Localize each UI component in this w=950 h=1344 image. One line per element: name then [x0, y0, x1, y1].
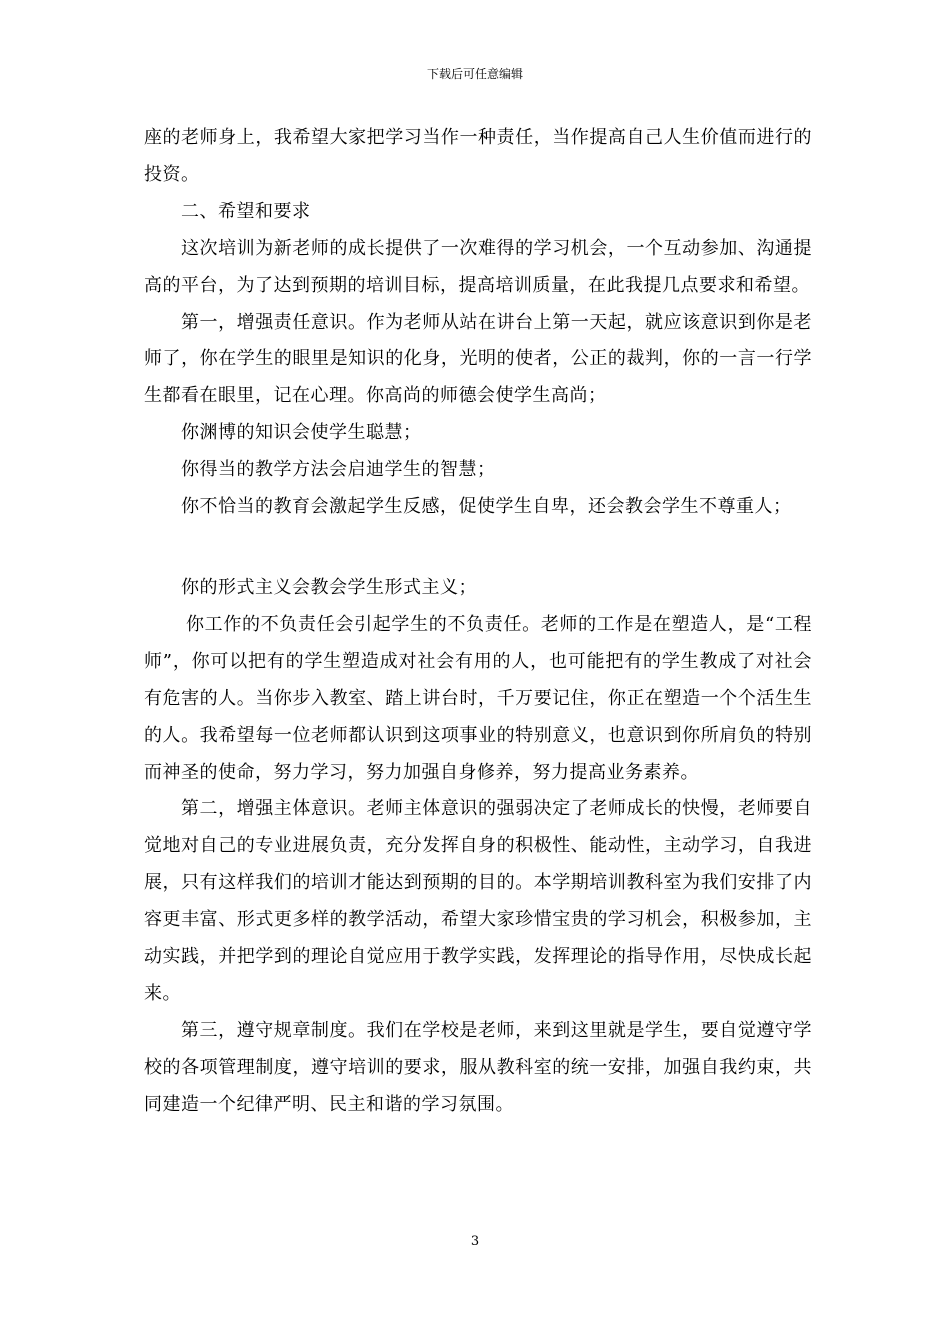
blank-line	[144, 526, 812, 570]
paragraph-third-point: 第三，遵守规章制度。我们在学校是老师，来到这里就是学生，要自觉遵守学校的各项管理制度，遵守培训的要求，服从教科室的统一安排，加强自我约束，共同建造一个纪律严明、民主和谐的学习氛围。	[144, 1019, 812, 1115]
paragraph-line: 你得当的教学方法会启迪学生的智慧；	[181, 459, 496, 481]
paragraph-line: 你渊博的知识会使学生聪慧；	[181, 422, 422, 444]
paragraph-first-point: 第一，增强责任意识。作为老师从站在讲台上第一天起，就应该意识到你是老师了，你在学生的眼里是知识的化身，光明的使者，公正的裁判，你的一言一行学生都看在眼里，记在心理。你高尚的师德会使学生高尚；	[144, 311, 812, 407]
paragraph-intro: 这次培训为新老师的成长提供了一次难得的学习机会，一个互动参加、沟通提高的平台，为了达到预期的培训目标，提高培训质量，在此我提几点要求和希望。	[144, 237, 812, 296]
page-number: 3	[470, 1234, 480, 1249]
paragraph-continuation: 座的老师身上，我希望大家把学习当作一种责任，当作提高自己人生价值而进行的投资。	[144, 127, 812, 185]
paragraph-responsibility: 你工作的不负责任会引起学生的不负责任。老师的工作是在塑造人，是“工程师”，你可以把有的学生塑造成对社会有用的人，也可能把有的学生教成了对社会有危害的人。当你步入教室、踏上讲台时，千万要记住，你正在塑造一个个活生生的人。我希望每一位老师都认识到这项事业的特别意义，也意识到你所肩负的特别而神圣的使命，努力学习，努力加强自身修养，努力提高业务素养。	[144, 613, 812, 783]
paragraph-second-point: 第二，增强主体意识。老师主体意识的强弱决定了老师成长的快慢，老师要自觉地对自己的专业进展负责，充分发挥自身的积极性、能动性，主动学习，自我进展，只有这样我们的培训才能达到预期的目的。本学期培训教科室为我们安排了内容更丰富、形式更多样的教学活动，希望大家珍惜宝贵的学习机会，积极参加，主动实践，并把学到的理论自觉应用于教学实践，发挥理论的指导作用，尽快成长起来。	[144, 798, 812, 1004]
section-heading: 二、希望和要求	[181, 200, 311, 222]
page-header: 下载后可任意编辑	[426, 67, 523, 81]
document-body	[144, 120, 812, 1124]
paragraph-line: 你的形式主义会教会学生形式主义；	[181, 576, 477, 598]
paragraph-line: 你不恰当的教育会激起学生反感，促使学生自卑，还会教会学生不尊重人；	[181, 496, 792, 518]
